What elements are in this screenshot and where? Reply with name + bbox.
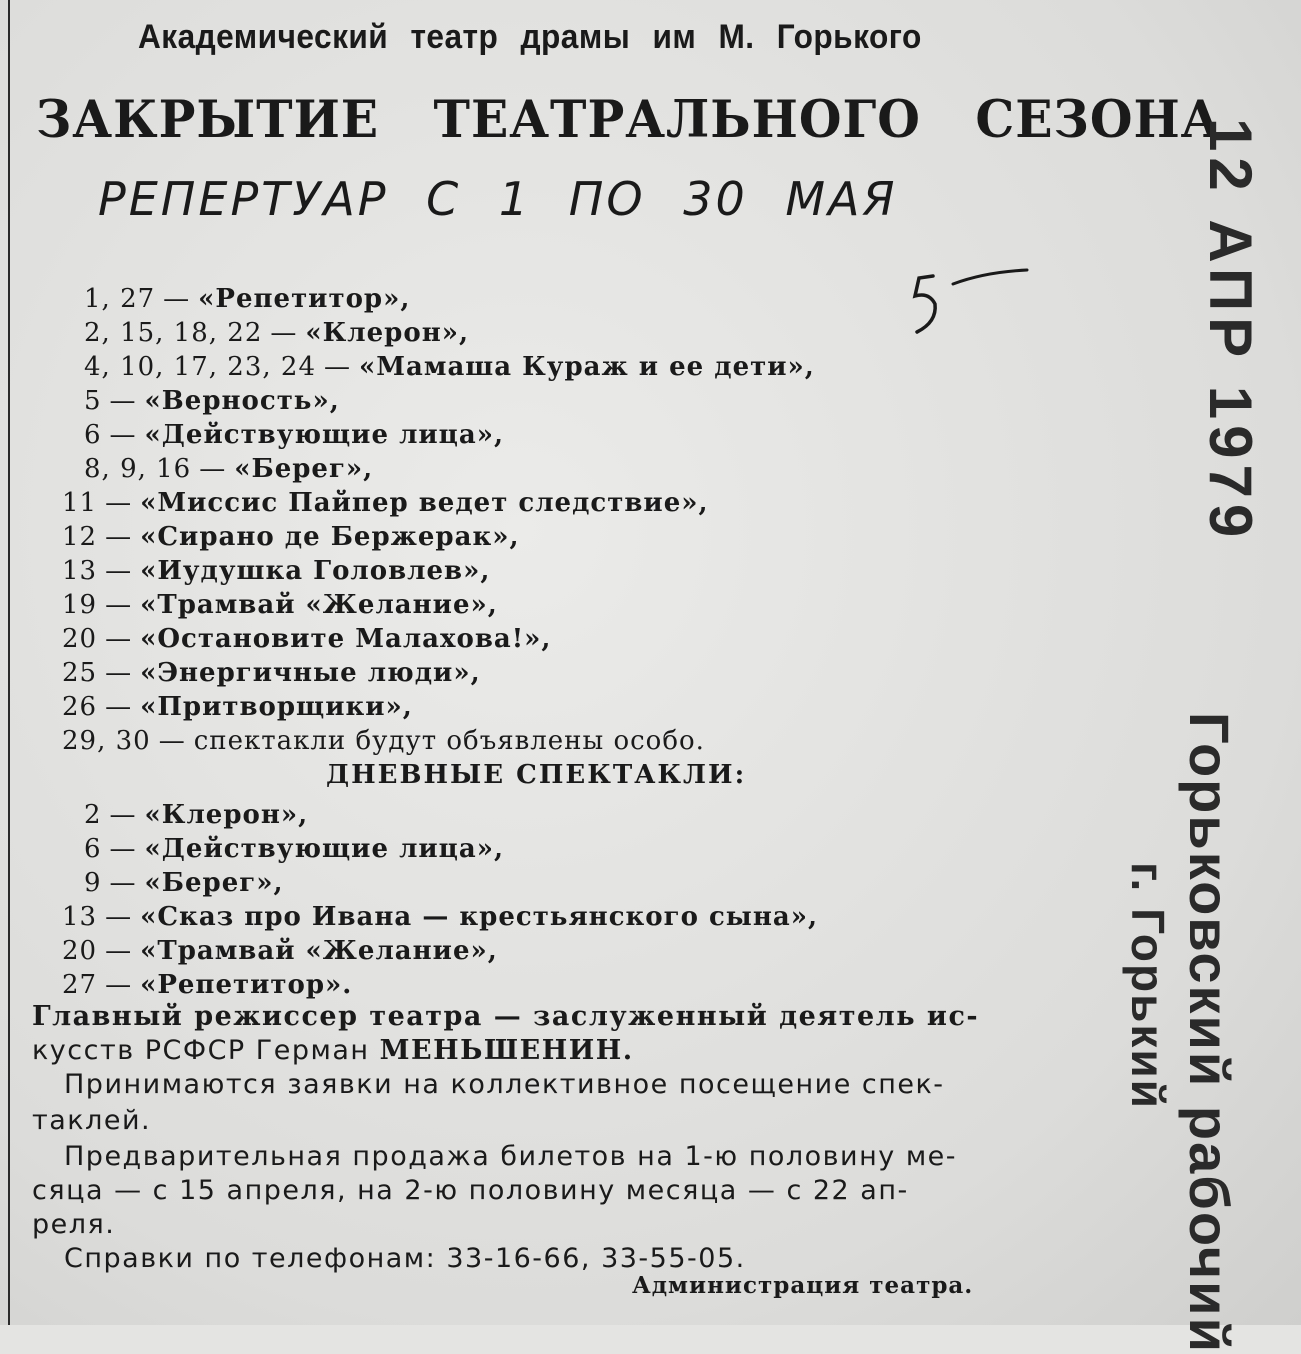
day-show-separator: — xyxy=(109,800,137,830)
evening-show-row xyxy=(84,352,815,382)
phones-line: Справки по телефонам: 33-16-66, 33-55-05. xyxy=(64,1243,746,1274)
day-show-title: «Сказ про Ивана — крестьянского сына», xyxy=(140,902,819,932)
evening-show-title: «Репетитор», xyxy=(198,284,411,314)
evening-show-row xyxy=(84,386,340,416)
day-show-separator: — xyxy=(109,834,137,864)
evening-show-title: «Энергичные люди», xyxy=(140,658,481,688)
evening-show-title: «Сирано де Бержерак», xyxy=(140,522,520,552)
evening-show-row xyxy=(62,556,490,586)
evening-show-title: «Действующие лица», xyxy=(144,420,505,450)
evening-show-title: «Притворщики», xyxy=(140,692,413,722)
day-show-separator: — xyxy=(105,936,133,966)
stamp-newspaper: Горьковский рабочий xyxy=(1178,712,1241,1354)
evening-show-separator: — xyxy=(163,284,191,314)
day-show-dates: 27 xyxy=(62,970,98,1000)
day-show-separator: — xyxy=(109,868,137,898)
day-show-title: «Берег», xyxy=(144,868,284,898)
director-line-2: кусств РСФСР Герман МЕНЬШЕНИН. xyxy=(32,1035,634,1066)
presale-line-2: сяца — с 15 апреля, на 2-ю половину месяца — с 22 ап- xyxy=(32,1175,909,1206)
evening-show-title: «Верность», xyxy=(144,386,340,416)
announcement-title: ЗАКРЫТИЕ ТЕАТРАЛЬНОГО СЕЗОНА xyxy=(36,90,1222,150)
evening-show-row xyxy=(62,590,498,620)
evening-show-separator: — xyxy=(158,726,186,756)
evening-show-dates: 13 xyxy=(62,556,98,586)
theatre-name: Академический театр драмы им М. Горького xyxy=(138,18,922,56)
presale-line-3: реля. xyxy=(32,1209,116,1240)
evening-show-separator: — xyxy=(105,590,133,620)
evening-show-title: «Мамаша Кураж и ее дети», xyxy=(359,352,815,382)
day-show-dates: 9 xyxy=(84,868,102,898)
clipping-edge xyxy=(8,0,10,1325)
presale-line-1: Предварительная продажа билетов на 1-ю половину ме- xyxy=(64,1141,958,1172)
evening-show-separator: — xyxy=(105,556,133,586)
evening-show-separator: — xyxy=(199,454,227,484)
evening-show-dates: 25 xyxy=(62,658,98,688)
director-line-1: Главный режиссер театра — заслуженный деятель ис- xyxy=(32,1001,980,1032)
day-show-dates: 2 xyxy=(84,800,102,830)
day-shows-heading: ДНЕВНЫЕ СПЕКТАКЛИ: xyxy=(326,760,747,790)
evening-show-dates: 20 xyxy=(62,624,98,654)
day-show-row xyxy=(84,868,284,898)
evening-show-row xyxy=(84,454,373,484)
day-show-row xyxy=(84,834,504,864)
evening-show-separator: — xyxy=(324,352,351,382)
evening-show-row xyxy=(84,318,469,348)
day-show-dates: 13 xyxy=(62,902,98,932)
evening-show-row xyxy=(62,658,481,688)
day-show-title: «Трамвай «Желание», xyxy=(140,936,498,966)
evening-show-row xyxy=(84,284,410,314)
evening-show-dates: 8, 9, 16 xyxy=(84,454,192,484)
evening-show-row xyxy=(62,726,705,756)
day-show-dates: 6 xyxy=(84,834,102,864)
day-show-title: «Репетитор». xyxy=(140,970,353,1000)
evening-show-dates: 26 xyxy=(62,692,98,722)
evening-show-row xyxy=(62,488,709,518)
requests-line-2: таклей. xyxy=(32,1105,152,1136)
repertoire-heading: РЕПЕРТУАР С 1 ПО 30 МАЯ xyxy=(98,172,898,226)
evening-show-title: «Клерон», xyxy=(305,318,470,348)
evening-show-dates: 6 xyxy=(84,420,102,450)
evening-show-dates: 2, 15, 18, 22 xyxy=(84,318,263,348)
day-show-dates: 20 xyxy=(62,936,98,966)
evening-show-dates: 29, 30 xyxy=(62,726,151,756)
evening-show-separator: — xyxy=(105,658,133,688)
day-show-row xyxy=(62,936,498,966)
evening-show-separator: — xyxy=(109,420,137,450)
evening-show-dates: 12 xyxy=(62,522,98,552)
day-show-row xyxy=(62,902,818,932)
evening-show-title: «Берег», xyxy=(234,454,374,484)
evening-show-title: «Трамвай «Желание», xyxy=(140,590,498,620)
evening-show-separator: — xyxy=(105,488,133,518)
day-show-separator: — xyxy=(105,970,133,1000)
evening-show-dates: 4, 10, 17, 23, 24 xyxy=(84,352,316,382)
signature: Администрация театра. xyxy=(632,1272,974,1299)
stamp-city: г. Горький xyxy=(1122,862,1174,1110)
handwritten-mark xyxy=(905,262,1035,342)
evening-show-row xyxy=(62,624,551,654)
day-show-title: «Клерон», xyxy=(144,800,309,830)
evening-show-separator: — xyxy=(270,318,298,348)
evening-show-title: «Миссис Пайпер ведет следствие», xyxy=(140,488,709,518)
evening-show-separator: — xyxy=(109,386,137,416)
evening-show-row xyxy=(62,692,413,722)
evening-show-title: спектакли будут объявлены особо. xyxy=(193,726,705,756)
evening-show-title: «Остановите Малахова!», xyxy=(140,624,552,654)
evening-show-dates: 11 xyxy=(62,488,98,518)
evening-show-dates: 1, 27 xyxy=(84,284,156,314)
evening-show-separator: — xyxy=(105,624,133,654)
day-show-title: «Действующие лица», xyxy=(144,834,505,864)
stamp-date: 12 АПР 1979 xyxy=(1197,118,1264,544)
evening-show-separator: — xyxy=(105,522,133,552)
evening-show-title: «Иудушка Головлев», xyxy=(140,556,491,586)
day-show-row xyxy=(62,970,352,1000)
evening-show-row xyxy=(84,420,504,450)
day-show-separator: — xyxy=(105,902,133,932)
evening-show-row xyxy=(62,522,520,552)
day-show-row xyxy=(84,800,308,830)
requests-line-1: Принимаются заявки на коллективное посещение спек- xyxy=(64,1069,945,1100)
evening-show-separator: — xyxy=(105,692,133,722)
evening-show-dates: 5 xyxy=(84,386,102,416)
evening-show-dates: 19 xyxy=(62,590,98,620)
